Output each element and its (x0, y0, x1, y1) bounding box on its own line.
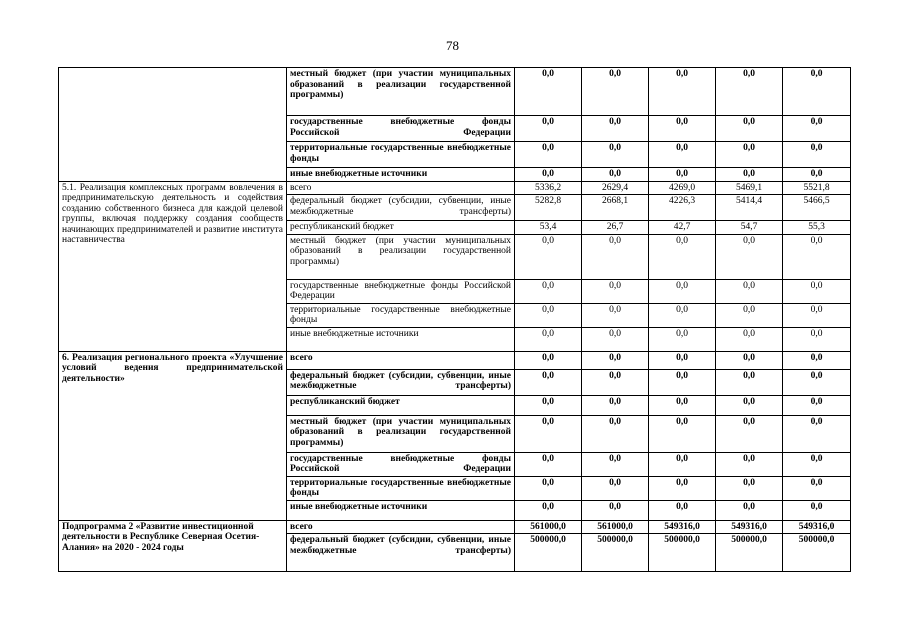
value-cell: 0,0 (783, 452, 851, 476)
value-cell: 0,0 (783, 303, 851, 327)
value-cell: 561000,0 (582, 520, 649, 534)
funding-source-cell: государственные внебюджетные фонды Российской Федерации (287, 279, 515, 303)
funding-source-cell: всего (287, 520, 515, 534)
funding-source-cell: территориальные государственные внебюджетные фонды (287, 142, 515, 168)
funding-source-cell: государственные внебюджетные фонды Российской Федерации (287, 452, 515, 476)
value-cell: 5466,5 (783, 195, 851, 221)
funding-source-cell: местный бюджет (при участии муниципальных образований в реализации государственной программы) (287, 234, 515, 279)
value-cell: 0,0 (783, 369, 851, 395)
funding-source-cell: местный бюджет (при участии муниципальных образований в реализации государственной программы) (287, 415, 515, 452)
value-cell: 5414,4 (716, 195, 783, 221)
value-cell: 0,0 (582, 452, 649, 476)
value-cell: 53,4 (515, 221, 582, 235)
value-cell: 0,0 (716, 168, 783, 182)
value-cell: 0,0 (582, 234, 649, 279)
value-cell: 549316,0 (716, 520, 783, 534)
funding-source-cell: республиканский бюджет (287, 395, 515, 415)
value-cell: 0,0 (515, 142, 582, 168)
value-cell: 0,0 (515, 68, 582, 116)
program-title-cell (59, 68, 287, 182)
funding-source-cell: территориальные государственные внебюджетные фонды (287, 303, 515, 327)
value-cell: 0,0 (582, 369, 649, 395)
table-row (59, 181, 851, 195)
value-cell: 0,0 (783, 351, 851, 369)
value-cell: 0,0 (649, 234, 716, 279)
funding-source-cell: иные внебюджетные источники (287, 500, 515, 520)
funding-source-cell: всего (287, 181, 515, 195)
funding-source-cell: государственные внебюджетные фонды Российской Федерации (287, 116, 515, 142)
value-cell: 0,0 (649, 279, 716, 303)
value-cell: 0,0 (515, 369, 582, 395)
value-cell: 0,0 (649, 168, 716, 182)
value-cell: 0,0 (515, 234, 582, 279)
value-cell: 0,0 (716, 279, 783, 303)
value-cell: 0,0 (582, 351, 649, 369)
value-cell: 4269,0 (649, 181, 716, 195)
value-cell: 0,0 (649, 500, 716, 520)
program-title-cell: Подпрограмма 2 «Развитие инвестиционной деятельности в Республике Северная Осетия-Алания» на 2020 - 2024 годы (59, 520, 287, 572)
program-title-cell: 6. Реализация регионального проекта «Улучшение условий ведения предпринимательской деятельности» (59, 351, 287, 520)
value-cell: 0,0 (582, 395, 649, 415)
value-cell: 0,0 (515, 500, 582, 520)
value-cell: 0,0 (582, 415, 649, 452)
value-cell: 0,0 (515, 476, 582, 500)
value-cell: 0,0 (582, 168, 649, 182)
value-cell: 0,0 (716, 351, 783, 369)
budget-table (58, 67, 851, 572)
funding-source-cell: федеральный бюджет (субсидии, субвенции, иные межбюджетные трансферты) (287, 195, 515, 221)
value-cell: 42,7 (649, 221, 716, 235)
value-cell: 0,0 (515, 415, 582, 452)
value-cell: 0,0 (515, 303, 582, 327)
value-cell: 561000,0 (515, 520, 582, 534)
value-cell: 549316,0 (783, 520, 851, 534)
funding-source-cell: иные внебюджетные источники (287, 327, 515, 351)
value-cell: 0,0 (649, 476, 716, 500)
value-cell: 0,0 (783, 279, 851, 303)
value-cell: 0,0 (783, 476, 851, 500)
value-cell: 0,0 (783, 415, 851, 452)
value-cell: 0,0 (649, 68, 716, 116)
value-cell: 500000,0 (515, 534, 582, 572)
value-cell: 0,0 (515, 351, 582, 369)
value-cell: 5282,8 (515, 195, 582, 221)
value-cell: 0,0 (649, 327, 716, 351)
value-cell: 5521,8 (783, 181, 851, 195)
value-cell: 0,0 (649, 116, 716, 142)
funding-source-cell: местный бюджет (при участии муниципальных образований в реализации государственной программы) (287, 68, 515, 116)
value-cell: 0,0 (649, 303, 716, 327)
value-cell: 0,0 (716, 68, 783, 116)
value-cell: 500000,0 (582, 534, 649, 572)
program-title-cell: 5.1. Реализация комплексных программ вовлечения в предпринимательскую деятельность и содействия созданию собственного бизнеса для каждой целевой группы, включая поддержку создания сообществ начинающих предпринимателей и развитие института наставничества (59, 181, 287, 351)
value-cell: 0,0 (783, 327, 851, 351)
table-row (59, 68, 851, 116)
value-cell: 0,0 (649, 369, 716, 395)
value-cell: 0,0 (515, 327, 582, 351)
value-cell: 0,0 (783, 68, 851, 116)
value-cell: 0,0 (582, 500, 649, 520)
value-cell: 0,0 (716, 369, 783, 395)
value-cell: 0,0 (515, 116, 582, 142)
table-row (59, 351, 851, 369)
value-cell: 500000,0 (649, 534, 716, 572)
value-cell: 0,0 (582, 116, 649, 142)
value-cell: 0,0 (783, 116, 851, 142)
table-row (59, 520, 851, 534)
value-cell: 0,0 (716, 116, 783, 142)
value-cell: 0,0 (716, 303, 783, 327)
value-cell: 26,7 (582, 221, 649, 235)
value-cell: 0,0 (783, 395, 851, 415)
value-cell: 0,0 (649, 395, 716, 415)
value-cell: 55,3 (783, 221, 851, 235)
value-cell: 0,0 (649, 415, 716, 452)
value-cell: 0,0 (783, 142, 851, 168)
value-cell: 2668,1 (582, 195, 649, 221)
page-number: 78 (446, 38, 459, 53)
value-cell: 0,0 (716, 500, 783, 520)
value-cell: 5336,2 (515, 181, 582, 195)
funding-source-cell: федеральный бюджет (субсидии, субвенции, иные межбюджетные трансферты) (287, 534, 515, 572)
funding-source-cell: всего (287, 351, 515, 369)
value-cell: 0,0 (716, 142, 783, 168)
value-cell: 0,0 (582, 476, 649, 500)
value-cell: 0,0 (716, 327, 783, 351)
value-cell: 0,0 (582, 327, 649, 351)
value-cell: 0,0 (515, 452, 582, 476)
value-cell: 4226,3 (649, 195, 716, 221)
value-cell: 0,0 (716, 415, 783, 452)
value-cell: 0,0 (716, 452, 783, 476)
value-cell: 0,0 (515, 395, 582, 415)
funding-source-cell: федеральный бюджет (субсидии, субвенции, иные межбюджетные трансферты) (287, 369, 515, 395)
value-cell: 2629,4 (582, 181, 649, 195)
value-cell: 500000,0 (716, 534, 783, 572)
value-cell: 0,0 (515, 168, 582, 182)
funding-source-cell: республиканский бюджет (287, 221, 515, 235)
value-cell: 0,0 (649, 452, 716, 476)
value-cell: 0,0 (649, 142, 716, 168)
value-cell: 0,0 (515, 279, 582, 303)
value-cell: 0,0 (582, 279, 649, 303)
value-cell: 0,0 (582, 142, 649, 168)
value-cell: 0,0 (716, 476, 783, 500)
value-cell: 0,0 (649, 351, 716, 369)
funding-source-cell: территориальные государственные внебюджетные фонды (287, 476, 515, 500)
value-cell: 0,0 (783, 500, 851, 520)
value-cell: 0,0 (783, 168, 851, 182)
value-cell: 0,0 (582, 68, 649, 116)
value-cell: 54,7 (716, 221, 783, 235)
value-cell: 500000,0 (783, 534, 851, 572)
value-cell: 0,0 (716, 234, 783, 279)
value-cell: 0,0 (582, 303, 649, 327)
funding-source-cell: иные внебюджетные источники (287, 168, 515, 182)
value-cell: 5469,1 (716, 181, 783, 195)
value-cell: 0,0 (783, 234, 851, 279)
value-cell: 0,0 (716, 395, 783, 415)
value-cell: 549316,0 (649, 520, 716, 534)
